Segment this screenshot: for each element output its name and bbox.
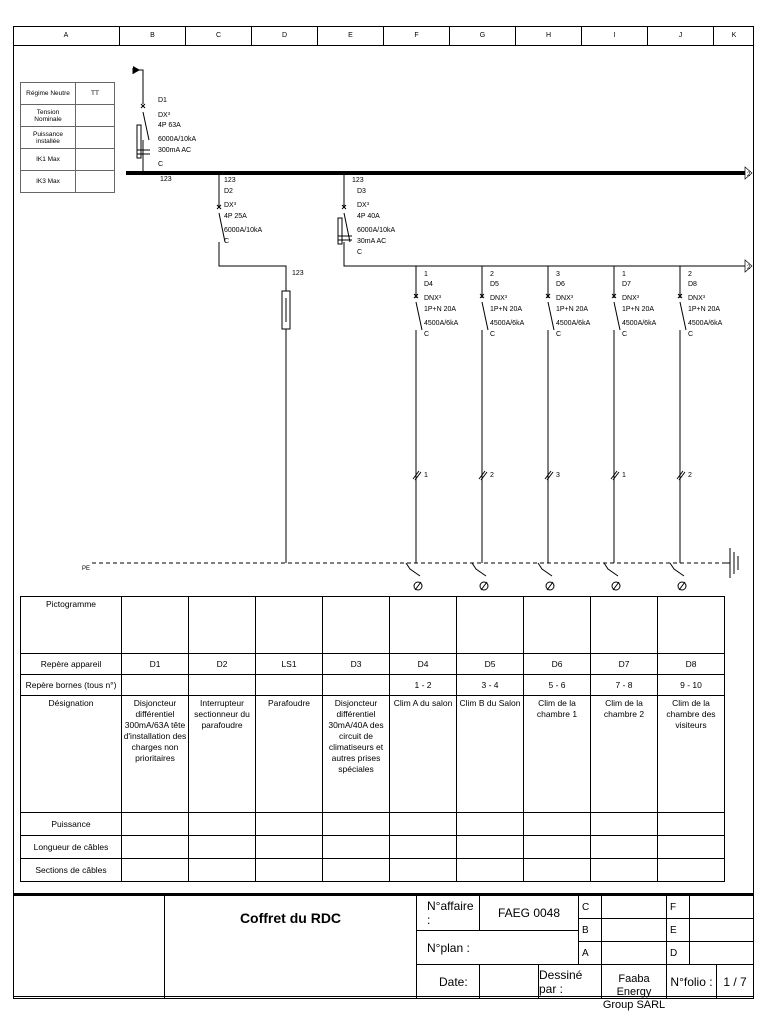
rev-letter: D (666, 941, 690, 965)
circuit-num: 2 (490, 271, 494, 278)
designation-cell: Interrupteur sectionneur du parafoudre (189, 696, 256, 813)
bornes-cell: 1 - 2 (390, 675, 457, 696)
info-label: Puissance installée (21, 127, 76, 149)
picto-cell (256, 597, 323, 654)
designation-cell: Clim de la chambre des visiteurs (658, 696, 725, 813)
bornes-cell: 7 - 8 (591, 675, 658, 696)
rev-letter: C (578, 895, 602, 919)
d1-breaking: 6000A/10kA (158, 136, 197, 143)
bornes-cell: 3 - 4 (457, 675, 524, 696)
circuit-d6 (538, 266, 554, 590)
d1-terminals: 123 (160, 176, 172, 183)
info-label: Régime Neutre (21, 83, 76, 105)
designation-cell: Disjoncteur différentiel 30mA/40A des circuit de climatiseurs et autres prises spéciales (323, 696, 390, 813)
circuit-curve: C (622, 331, 628, 338)
circuit-num: 3 (556, 271, 560, 278)
circuit-phase: 1 (424, 472, 428, 479)
rev-letter: A (578, 941, 602, 965)
circuit-d4 (406, 266, 422, 590)
picto-cell (390, 597, 457, 654)
repere-cell: D7 (591, 654, 658, 675)
feed-arrow-icon (133, 66, 140, 74)
repere-cell: D8 (658, 654, 725, 675)
circuit-curve: C (490, 331, 496, 338)
picto-cell (591, 597, 658, 654)
svg-text:123: 123 (352, 177, 364, 184)
column-label: G (450, 26, 516, 45)
circuit-breaking: 4500A/6kA (622, 320, 657, 327)
circuit-d7 (604, 266, 620, 590)
column-label: D (252, 26, 318, 45)
circuit-type: DNX³ (424, 295, 442, 302)
circuit-rating: 1P+N 20A (424, 306, 457, 313)
rev-cell (601, 895, 667, 919)
circuit-type: DNX³ (688, 295, 706, 302)
circuit-label (688, 271, 723, 479)
circuit-label (490, 271, 525, 479)
circuit-rating: 1P+N 20A (622, 306, 655, 313)
svg-text:4P 25A: 4P 25A (224, 213, 247, 220)
circuit-phase: 2 (688, 472, 692, 479)
bornes-cell: 5 - 6 (524, 675, 591, 696)
svg-text:D3: D3 (357, 188, 366, 195)
circuit-id: D6 (556, 281, 565, 288)
logo-area (13, 895, 165, 999)
title-block (13, 893, 754, 1011)
rev-cell (689, 941, 754, 965)
branch-d3 (338, 173, 745, 266)
svg-text:30mA AC: 30mA AC (357, 238, 387, 245)
bus-ref: 2 (747, 172, 751, 178)
circuit-rating: 1P+N 20A (556, 306, 589, 313)
svg-text:C: C (357, 249, 363, 256)
row-label-puissance: Puissance (21, 813, 122, 836)
column-label: K (731, 32, 737, 39)
info-label: Tension Nominale (21, 105, 76, 127)
circuit-breaking: 4500A/6kA (556, 320, 591, 327)
svg-text:6000A/10kA: 6000A/10kA (357, 227, 396, 234)
d2-label (224, 177, 304, 277)
bornes-cell (189, 675, 256, 696)
circuit-breaking: 4500A/6kA (490, 320, 525, 327)
circuit-rating: 1P+N 20A (688, 306, 721, 313)
rev-cell (689, 918, 754, 942)
column-label: I (582, 26, 648, 45)
circuit-phase: 2 (490, 472, 494, 479)
svg-text:C: C (224, 238, 230, 245)
rev-cell (601, 941, 667, 965)
circuit-type: DNX³ (622, 295, 640, 302)
circuit-phase: 3 (556, 472, 560, 479)
repere-cell: D2 (189, 654, 256, 675)
row-label-longueur: Longueur de câbles (21, 836, 122, 859)
bornes-cell (256, 675, 323, 696)
row-label-repere: Repère appareil (21, 654, 122, 675)
circuit-num: 1 (424, 271, 428, 278)
circuit-curve: C (688, 331, 694, 338)
picto-cell (323, 597, 390, 654)
row-label-bornes: Repère bornes (tous n°) (21, 675, 122, 696)
svg-text:DX³: DX³ (224, 202, 237, 209)
bornes-cell (323, 675, 390, 696)
circuit-label (622, 271, 657, 479)
dessine-label: Dessiné par : (538, 964, 602, 999)
d3-label (352, 177, 395, 256)
repere-cell: D6 (524, 654, 591, 675)
row-label-sections: Sections de câbles (21, 859, 122, 882)
column-label: A (13, 26, 120, 45)
bus2-ref: 2 (747, 265, 751, 271)
d1-id: D1 (158, 97, 167, 104)
picto-cell (524, 597, 591, 654)
d1-label (158, 97, 196, 183)
designation-cell: Clim B du Salon (457, 696, 524, 813)
designation-cell: Clim A du salon (390, 696, 457, 813)
circuit-num: 2 (688, 271, 692, 278)
circuit-id: D8 (688, 281, 697, 288)
circuit-breaking: 4500A/6kA (424, 320, 459, 327)
dessine-value: Faaba Energy Group SARL (601, 964, 667, 999)
circuit-label (424, 271, 459, 479)
svg-text:6000A/10kA: 6000A/10kA (224, 227, 263, 234)
column-label: C (186, 26, 252, 45)
circuit-rating: 1P+N 20A (490, 306, 523, 313)
repere-cell: D3 (323, 654, 390, 675)
repere-cell: D4 (390, 654, 457, 675)
sheet-title: Coffret du RDC (164, 895, 417, 999)
repere-cell: LS1 (256, 654, 323, 675)
circuit-id: D7 (622, 281, 631, 288)
d1-diff: 300mA AC (158, 147, 192, 154)
column-label: F (384, 26, 450, 45)
pe-label: PE (82, 566, 91, 572)
circuit-num: 1 (622, 271, 626, 278)
info-value: TT (76, 83, 115, 105)
plan-label: N°plan : (416, 930, 579, 965)
circuit-curve: C (556, 331, 562, 338)
circuit-type: DNX³ (556, 295, 574, 302)
column-label: J (648, 26, 714, 45)
outgoing-circuits (406, 266, 723, 590)
picto-cell (122, 597, 189, 654)
folio-value: 1 / 7 (716, 964, 754, 999)
designation-cell: Clim de la chambre 1 (524, 696, 591, 813)
rev-letter: E (666, 918, 690, 942)
bornes-cell: 9 - 10 (658, 675, 725, 696)
circuit-type: DNX³ (490, 295, 508, 302)
repere-cell: D5 (457, 654, 524, 675)
circuit-d8 (670, 266, 686, 590)
circuit-id: D5 (490, 281, 499, 288)
designation-cell: Clim de la chambre 2 (591, 696, 658, 813)
row-label-designation: Désignation (21, 696, 122, 813)
picto-cell (457, 597, 524, 654)
date-value (479, 964, 539, 999)
svg-text:D2: D2 (224, 188, 233, 195)
affaire-value: FAEG 0048 (479, 895, 579, 931)
svg-text:DX³: DX³ (357, 202, 370, 209)
earth-icon (725, 548, 738, 578)
column-label: B (120, 26, 186, 45)
picto-cell (189, 597, 256, 654)
folio-label: N°folio : (666, 964, 717, 999)
circuit-curve: C (424, 331, 430, 338)
d1-type: DX³ (158, 112, 171, 119)
svg-text:4P 40A: 4P 40A (357, 213, 380, 220)
circuit-breaking: 4500A/6kA (688, 320, 723, 327)
rev-letter: B (578, 918, 602, 942)
designation-cell: Parafoudre (256, 696, 323, 813)
circuit-label (556, 271, 591, 479)
main-breaker-d1 (133, 68, 150, 172)
affaire-label: N°affaire : (416, 895, 480, 931)
info-label: IK1 Max (21, 149, 76, 171)
column-label: H (516, 26, 582, 45)
row-label-picto: Pictogramme (21, 597, 122, 654)
circuit-id: D4 (424, 281, 433, 288)
bornes-cell (122, 675, 189, 696)
rev-cell (689, 895, 754, 919)
d1-poles: 4P 63A (158, 122, 181, 129)
date-label: Date: (416, 964, 480, 999)
column-label: E (318, 26, 384, 45)
rev-letter: F (666, 895, 690, 919)
repere-cell: D1 (122, 654, 189, 675)
designation-cell: Disjoncteur différentiel 300mA/63A tête d'installation des charges non prioritaires (122, 696, 189, 813)
d1-curve: C (158, 161, 164, 168)
equipment-table (20, 596, 725, 882)
picto-cell (658, 597, 725, 654)
circuit-d5 (472, 266, 488, 590)
svg-text:123: 123 (224, 177, 236, 184)
rev-cell (601, 918, 667, 942)
svg-text:123: 123 (292, 270, 304, 277)
circuit-phase: 1 (622, 472, 626, 479)
info-label: IK3 Max (21, 171, 76, 193)
